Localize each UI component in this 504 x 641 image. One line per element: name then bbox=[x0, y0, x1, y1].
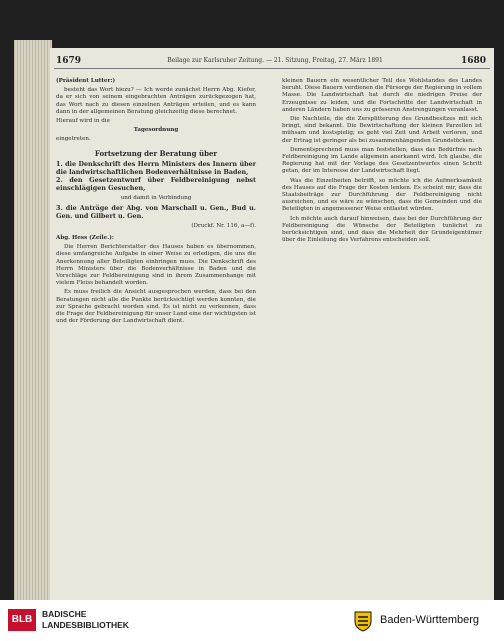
agenda-item: 2. den Gesetzentwurf über Feldbereinigung nebst einschlägigen Gesuchen, bbox=[56, 175, 256, 192]
blb-logo: BLB bbox=[8, 609, 36, 631]
page-number-left: 1679 bbox=[56, 56, 82, 66]
page-number-right: 1680 bbox=[460, 56, 486, 66]
blb-name-line2: LANDESBIBLIOTHEK bbox=[42, 620, 129, 630]
speaker-label: (Präsident Lutter:) bbox=[56, 78, 116, 84]
paragraph: Ich möchte auch darauf hinweisen, dass bei der Durchführung der Feldbereinigung die Wünsche der Beteiligten tunlichst zu berücksichtigen sind, und dass die Mehrheit der Grundeigentümer über die Einleitung des Verfahrens entscheiden soll. bbox=[282, 215, 482, 244]
paragraph: Die Herren Berichterstatter des Hauses haben es übernommen, diese umfangreiche Aufgabe in einer Weise zu erledigen, die uns die Anerkennung aller Beteiligten einbringen muss. Die Denkschrift des Herrn Ministers über die Bodenverhältnisse in Baden und die Vorschläge zur Feldbereinigung sind in ihrem Zusammenhange mit vielem Fleiss behandelt worden. bbox=[56, 244, 256, 287]
agenda-list bbox=[56, 204, 256, 220]
paragraph: eingetreten. bbox=[56, 136, 91, 143]
bw-name: Baden-Württemberg bbox=[380, 614, 480, 626]
paragraph: kleinen Bauern ein wesentlicher Teil des Wohlstandes des Landes beruht. Diese Bauern verdienen die Fürsorge der Regierung in vollem Masse. Die Landwirtschaft hat durch die niedrigen Preise der Erzeugnisse zu leiden, und die Fortschritte der Landwirtschaft in anderen Ländern haben uns zu grösseren Anstrengungen veranlasst. bbox=[282, 78, 482, 113]
paragraph: Was die Einzelheiten betrifft, so möchte ich die Aufmerksamkeit des Hauses auf die Frage der Kosten lenken. Es scheint mir, dass die Staatsbeiträge zur Durchführung der Feldbereinigung nicht ausreichen, und es wäre zu wünschen, dass die Gemeinden und die Beteiligten in angemessener Weise entlastet würden. bbox=[282, 177, 482, 213]
connector-text: und damit in Verbindung bbox=[120, 194, 192, 201]
paragraph: besteht das Wort hiezu? — Ich werde zunächst Herrn Abg. Kiefer, da er sich von seinem eingebrachten Anträgen zurückgezogen hat, das Wort nach zu diesen einzelnen Anträgen erteilen, und es kann dann in der allgemeinen Beratung gleichzeitig diese berechnet. bbox=[56, 87, 256, 115]
agenda-list bbox=[56, 160, 256, 192]
agenda-item: 3. die Anträge der Abg. von Marschall u. Gen., Bud u. Gen. und Gilbert u. Gen. bbox=[56, 203, 256, 220]
paragraph: Es muss freilich die Ansicht ausgesprochen werden, dass bei den Beratungen nicht alle die Punkte berücksichtigt werden konnten, die zur Sprache gebracht worden sind. Es ist nicht zu verkennen, dass die Frage der Feldbereinigung für unser Land eine der wichtigsten ist und der Förderung der Landwirtschaft dient. bbox=[56, 289, 256, 325]
section-heading: Fortsetzung der Beratung über bbox=[94, 148, 218, 158]
book-page-edges bbox=[14, 40, 52, 600]
speaker-label: Abg. Hess (Zeile.): bbox=[56, 235, 114, 242]
bw-crest-icon bbox=[352, 610, 374, 632]
agenda-item: 1. die Denkschrift des Herrn Ministers des Innern über die landwirtschaftlichen Bodenverhältnisse in Baden, bbox=[56, 159, 256, 176]
header-rule bbox=[54, 68, 490, 69]
agenda-heading: Tagesordnung bbox=[133, 127, 179, 134]
blb-name-line1: BADISCHE bbox=[42, 609, 87, 619]
left-column bbox=[56, 78, 256, 327]
paragraph: Dementsprechend muss man feststellen, dass das Bedürfnis nach Feldbereinigung im Lande allgemein anerkannt wird. Ich glaube, die Regierung hat mit der Vorlage des Gesetzentwurfes einen Schritt getan, der im Interesse der Landwirtschaft liegt. bbox=[282, 146, 482, 175]
page-header bbox=[50, 48, 494, 78]
blb-name bbox=[42, 609, 129, 631]
document-page bbox=[50, 48, 494, 600]
paragraph: Hierauf wird in die bbox=[56, 118, 110, 125]
running-head: Beilage zur Karlsruher Zeitung. — 21. Sitzung, Freitag, 27. März 1891 bbox=[167, 57, 383, 64]
paragraph: Die Nachteile, die die Zersplitterung des Grundbesitzes mit sich bringt, sind bekannt. Die Bewirtschaftung der kleinen Parzellen ist mühsam und kostspielig; es geht viel Zeit und Arbeit verloren, und der Ertrag ist geringer als bei zusammenhängenden Grundstücken. bbox=[282, 116, 482, 144]
library-footer bbox=[0, 600, 504, 641]
right-column bbox=[282, 78, 482, 246]
print-reference: (Druckf. Nr. 116, a—f). bbox=[191, 222, 256, 229]
